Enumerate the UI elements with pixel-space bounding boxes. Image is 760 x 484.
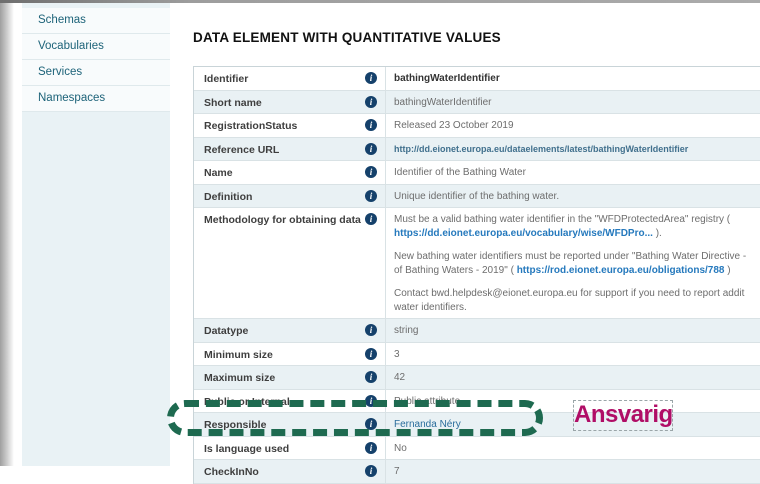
info-icon[interactable]: i: [365, 213, 377, 225]
value-text: bathingWaterIdentifier: [394, 73, 500, 84]
table-row: [194, 319, 760, 343]
value-paragraph: [394, 213, 760, 240]
row-label-cell: [194, 366, 386, 389]
value-text: water identifiers.: [394, 301, 467, 313]
value-link[interactable]: Fernanda Néry: [394, 419, 461, 430]
value-text: 42: [394, 372, 406, 383]
value-line: [394, 227, 760, 241]
row-label: Is language used: [204, 442, 290, 455]
value-text: Public attribute: [394, 395, 461, 407]
value-text: Released 23 October 2019: [394, 120, 514, 131]
value-text: Unique identifier of the bathing water.: [394, 190, 560, 202]
value-paragraph: [394, 96, 760, 110]
value-paragraph: [394, 287, 760, 314]
info-icon[interactable]: i: [365, 348, 377, 360]
value-paragraph: [394, 465, 760, 479]
row-label-cell: [194, 185, 386, 208]
table-row: [194, 138, 760, 162]
row-label: Reference URL: [204, 143, 280, 156]
value-paragraph: [394, 371, 760, 385]
data-element-attributes-table: [193, 66, 760, 484]
annotation-label-box: [573, 400, 673, 431]
value-line: [394, 442, 760, 456]
sidebar-item-schemas[interactable]: Schemas: [22, 8, 170, 34]
annotation-label: Ansvarig: [574, 401, 673, 428]
value-text: Contact bwd.helpdesk@eionet.europa.eu for support if you need to report addit: [394, 288, 745, 299]
row-label: Public or Internal: [204, 395, 290, 408]
row-label: Responsible: [204, 419, 267, 431]
value-text: 7: [394, 466, 400, 477]
value-paragraph: [394, 324, 760, 338]
value-line: [394, 287, 760, 301]
sidebar-item-namespaces[interactable]: Namespaces: [22, 86, 170, 112]
row-value-cell: [386, 366, 760, 389]
info-icon[interactable]: i: [365, 418, 377, 430]
value-paragraph: [394, 250, 760, 277]
table-row: [194, 114, 760, 138]
value-paragraph: [394, 190, 760, 204]
value-line: [394, 143, 760, 157]
main-content: [193, 0, 760, 484]
value-line: [394, 166, 760, 180]
value-text: string: [394, 325, 419, 336]
row-value-cell: [386, 185, 760, 208]
info-icon[interactable]: i: [365, 72, 377, 84]
table-row: [194, 460, 760, 484]
row-label: RegistrationStatus: [204, 120, 298, 132]
value-line: [394, 348, 760, 362]
row-label-cell: [194, 138, 386, 161]
info-icon[interactable]: i: [365, 395, 377, 407]
row-label: Name: [204, 167, 233, 179]
info-icon[interactable]: i: [365, 371, 377, 383]
row-label: CheckInNo: [204, 466, 259, 478]
sidebar: [22, 3, 170, 466]
value-text: Must be a valid bathing water identifier in the "WFDProtectedArea" registry (: [394, 214, 731, 225]
row-value-cell: [386, 460, 760, 483]
info-icon[interactable]: i: [365, 166, 377, 178]
value-paragraph: [394, 348, 760, 362]
sidebar-item-services[interactable]: Services: [22, 60, 170, 86]
table-row: [194, 91, 760, 115]
value-line: [394, 213, 760, 227]
value-line: [394, 72, 760, 86]
row-label-cell: [194, 413, 386, 436]
table-row: [194, 343, 760, 367]
value-text: New bathing water identifiers must be reported under "Bathing Water Directive -: [394, 251, 747, 262]
value-text: bathingWaterIdentifier: [394, 96, 492, 108]
info-icon[interactable]: i: [365, 442, 377, 454]
row-value-cell: [386, 114, 760, 137]
row-label: Methodology for obtaining data: [204, 214, 361, 226]
value-text: No: [394, 442, 407, 454]
row-label: Definition: [204, 190, 253, 203]
table-row: [194, 390, 760, 414]
value-text: Identifier of the Bathing Water: [394, 167, 526, 178]
info-icon[interactable]: i: [365, 119, 377, 131]
value-link[interactable]: https://dd.eionet.europa.eu/vocabulary/wise/WFDPro...: [394, 227, 653, 239]
info-icon[interactable]: i: [365, 96, 377, 108]
value-text: of Bathing Waters - 2019" (: [394, 264, 517, 276]
value-line: [394, 371, 760, 385]
row-label-cell: [194, 343, 386, 366]
value-paragraph: [394, 119, 760, 133]
value-text: ).: [652, 227, 662, 239]
value-paragraph: [394, 72, 760, 86]
value-line: [394, 324, 760, 338]
row-label: Short name: [204, 96, 262, 109]
sidebar-item-vocabularies[interactable]: Vocabularies: [22, 34, 170, 60]
value-line: [394, 264, 760, 278]
window-top-edge: [0, 0, 760, 3]
row-label: Maximum size: [204, 372, 276, 384]
info-icon[interactable]: i: [365, 190, 377, 202]
info-icon[interactable]: i: [365, 143, 377, 155]
window-left-edge: [0, 0, 14, 466]
row-value-cell: [386, 208, 760, 318]
row-label: Identifier: [204, 73, 249, 85]
row-value-cell: [386, 138, 760, 161]
value-paragraph: [394, 143, 760, 157]
info-icon[interactable]: i: [365, 465, 377, 477]
row-value-cell: [386, 91, 760, 114]
value-paragraph: [394, 166, 760, 180]
row-label-cell: [194, 319, 386, 342]
row-label: Minimum size: [204, 348, 273, 361]
table-row: [194, 185, 760, 209]
table-row: [194, 366, 760, 390]
value-link[interactable]: http://dd.eionet.europa.eu/dataelements/latest/bathingWaterIdentifier: [394, 143, 689, 154]
value-link[interactable]: https://rod.eionet.europa.eu/obligations/788: [516, 264, 725, 276]
row-label-cell: [194, 114, 386, 137]
row-value-cell: [386, 161, 760, 184]
row-value-cell: [386, 319, 760, 342]
value-line: [394, 190, 760, 204]
table-row: [194, 437, 760, 461]
value-paragraph: [394, 442, 760, 456]
row-label-cell: [194, 161, 386, 184]
info-icon[interactable]: i: [365, 324, 377, 336]
page-title: DATA ELEMENT WITH QUANTITATIVE VALUES: [193, 30, 501, 45]
value-line: [394, 96, 760, 110]
table-row: [194, 413, 760, 437]
row-label-cell: [194, 390, 386, 413]
value-text: ): [724, 264, 731, 276]
row-label-cell: [194, 67, 386, 90]
row-value-cell: [386, 67, 760, 90]
table-row: [194, 161, 760, 185]
row-value-cell: [386, 343, 760, 366]
table-row: [194, 67, 760, 91]
value-line: [394, 301, 760, 315]
value-line: [394, 465, 760, 479]
value-line: [394, 250, 760, 264]
row-label-cell: [194, 208, 386, 318]
row-label: Datatype: [204, 325, 249, 337]
row-label-cell: [194, 437, 386, 460]
value-text: 3: [394, 348, 400, 360]
row-value-cell: [386, 437, 760, 460]
value-line: [394, 119, 760, 133]
table-row: [194, 208, 760, 319]
row-label-cell: [194, 460, 386, 483]
row-label-cell: [194, 91, 386, 114]
